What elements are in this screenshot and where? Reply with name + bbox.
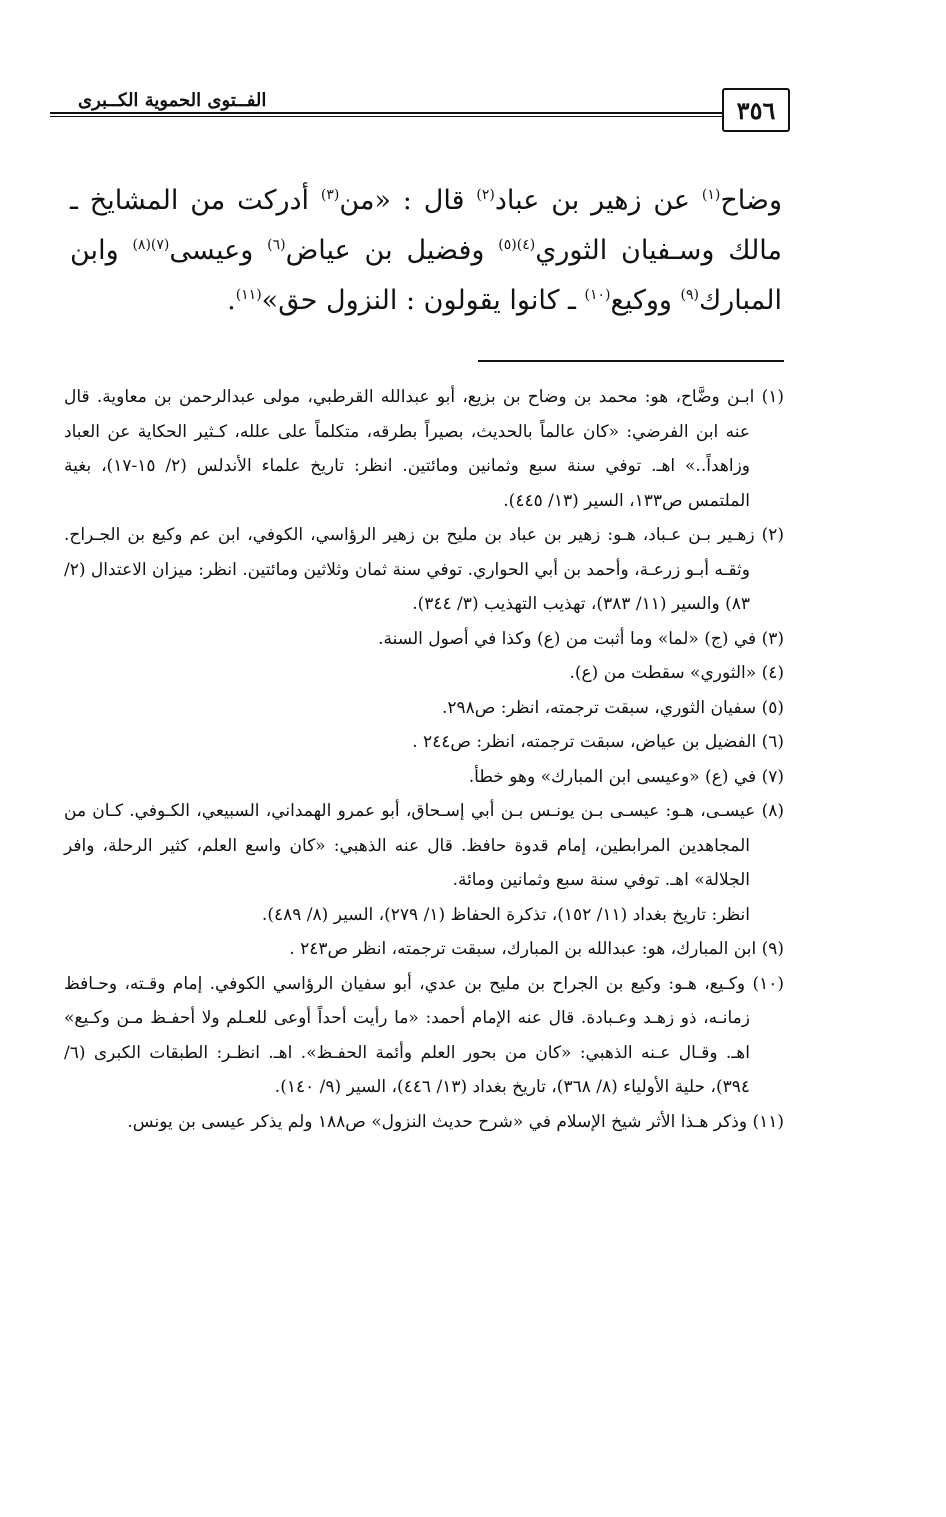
footnote-number: (٦) — [761, 732, 784, 752]
footnote-item — [64, 725, 784, 760]
footnote-separator — [478, 360, 784, 362]
footnote-text: في (ع) «وعيسى ابن المبارك» وهو خطأ. — [468, 766, 757, 787]
page-header — [50, 88, 790, 134]
footnotes-list — [64, 380, 784, 1139]
main-text-segment: وعيسى — [169, 235, 268, 266]
footnote-text: ابن المبارك، هو: عبدالله بن المبارك، سبقت ترجمته، انظر ص٢٤٣ . — [289, 939, 757, 959]
footnote-item — [64, 691, 784, 726]
main-text-segment: ـ كانوا يقولون : النزول حق» — [261, 285, 585, 316]
header-rule — [50, 112, 790, 114]
footnote-marker: (١١) — [235, 287, 262, 303]
footnote-item — [64, 794, 784, 932]
main-text-segment: عن زهير بن عباد — [494, 185, 702, 216]
main-text-segment: وضاح — [720, 185, 782, 216]
footnote-marker: (١٠) — [584, 287, 611, 303]
header-rule-thin — [50, 116, 790, 117]
footnote-text: زهـير بـن عـباد، هـو: زهير بن عباد بن مليح بن زهير الرؤاسي، الكوفي، ابن عم وكيع بن الجـراح. وثقـه أبـو زرعـة، وأحمد بن أبي الحواري. توفي سنة ثمان وثلاثين ومائتين. انظر: ميزان الاعتدال (٢/ ٨٣) والسير (١١/ ٣٨٣)، تهذيب التهذيب (٣/ ٣٤٤). — [64, 525, 755, 614]
footnote-number: (٨) — [761, 801, 784, 821]
footnote-text: سفيان الثوري، سبقت ترجمته، انظر: ص٢٩٨. — [441, 697, 757, 718]
footnote-item — [64, 622, 784, 657]
footnote-item — [64, 967, 784, 1105]
footnote-number: (٩) — [761, 939, 784, 959]
main-text-segment: وابن المبارك — [70, 235, 782, 316]
footnote-item — [64, 932, 784, 967]
footnote-number: (٢) — [761, 525, 784, 545]
footnote-number: (١١) — [752, 1111, 784, 1132]
page-number: ٣٥٦ — [722, 88, 790, 132]
footnote-text: في (ج) «لما» وما أثبت من (ع) وكذا في أصول السنة. — [378, 628, 757, 649]
main-text-segment: قال : «من — [339, 185, 477, 216]
running-title: الفــتوى الحموية الكــبرى — [70, 90, 274, 111]
footnote-marker: (٧)(٨) — [132, 237, 170, 253]
footnote-number: (٣) — [761, 628, 784, 649]
footnote-marker: (٦) — [267, 237, 286, 253]
footnote-item — [64, 1105, 784, 1140]
footnote-text: الفضيل بن عياض، سبقت ترجمته، انظر: ص٢٤٤ . — [412, 732, 757, 752]
footnote-number: (٥) — [761, 697, 784, 718]
main-text-segment: أدركت من المشايخ ـ مالك وسـفيان الثوري — [70, 185, 782, 266]
footnote-text: وذكر هـذا الأثر شيخ الإسلام في «شرح حديث النزول» ص١٨٨ ولم يذكر عيسى بن يونس. — [127, 1111, 748, 1132]
footnote-marker: (٤)(٥) — [498, 237, 536, 253]
footnote-number: (٤) — [761, 663, 784, 683]
footnote-number: (١) — [761, 387, 785, 407]
main-text-segment: . — [227, 285, 236, 316]
footnote-marker: (١) — [701, 187, 721, 203]
footnote-text: «الثوري» سقطت من (ع). — [569, 663, 757, 683]
footnote-item — [64, 656, 784, 691]
footnote-reference-line: انظر: تاريخ بغداد (١١/ ١٥٢)، تذكرة الحفاظ (١/ ٢٧٩)، السير (٨/ ٤٨٩). — [261, 904, 750, 925]
footnote-number: (١٠) — [752, 973, 785, 994]
footnote-item — [64, 760, 784, 795]
footnote-marker: (٩) — [680, 287, 699, 303]
footnote-text: ابـن وضَّاح، هو: محمد بن وضاح بن بزيع، أبو عبدالله القرطبي، مولى عبدالرحمن بن معاوية. قال عنه ابن الفرضي: «كان عالماً بالحديث، بصيراً بطرقه، متكلماً على علله، كـثير الحكاية عن العباد وزاهداً..» اهـ. توفي سنة سبع وثمانين ومائتين. انظر: تاريخ علماء الأندلس (٢/ ١٥-١٧)، بغية الملتمس ص١٣٣، السير (١٣/ ٤٤٥). — [64, 387, 755, 511]
footnote-item — [64, 518, 784, 622]
footnote-text: عيسـى، هـو: عيسـى بـن يونـس بـن أبي إسـحاق، أبو عمرو الهمداني، السبيعي، الكـوفي. كـان من المجاهدين المرابطين، إمام قدوة حافظ. قال عنه الذهبي: «كان واسع العلم، كثير الرحلة، وافر الجلالة» اهـ. توفي سنة سبع وثمانين ومائة. — [64, 801, 756, 890]
footnote-marker: (٣) — [320, 187, 340, 203]
footnote-number: (٧) — [761, 766, 784, 787]
footnote-marker: (٢) — [476, 187, 495, 203]
main-text-segment: وفضيل بن عياض — [285, 235, 499, 266]
footnote-text: وكـيع، هـو: وكيع بن الجراح بن مليح بن عدي، أبو سفيان الرؤاسي الكوفي. إمام وقـته، وحـافظ زمانـه، ذو زهـد وعـبادة. قال عنه الإمام أحمد: «ما رأيت أحداً أوعى للعـلم ولا أحفـظ مـن وكـيع» اهـ. وقـال عـنه الذهبي: «كان من بحور العلم وأئمة الحفـظ». اهـ. انظـر: الطبقات الكبرى (٦/ ٣٩٤)، حلية الأولياء (٨/ ٣٦٨)، تاريخ بغداد (١٣/ ٤٤٦)، السير (٩/ ١٤٠). — [64, 973, 750, 1097]
main-text-paragraph — [70, 176, 782, 326]
main-text-segment: ووكيع — [610, 285, 681, 316]
footnote-item — [64, 380, 784, 518]
